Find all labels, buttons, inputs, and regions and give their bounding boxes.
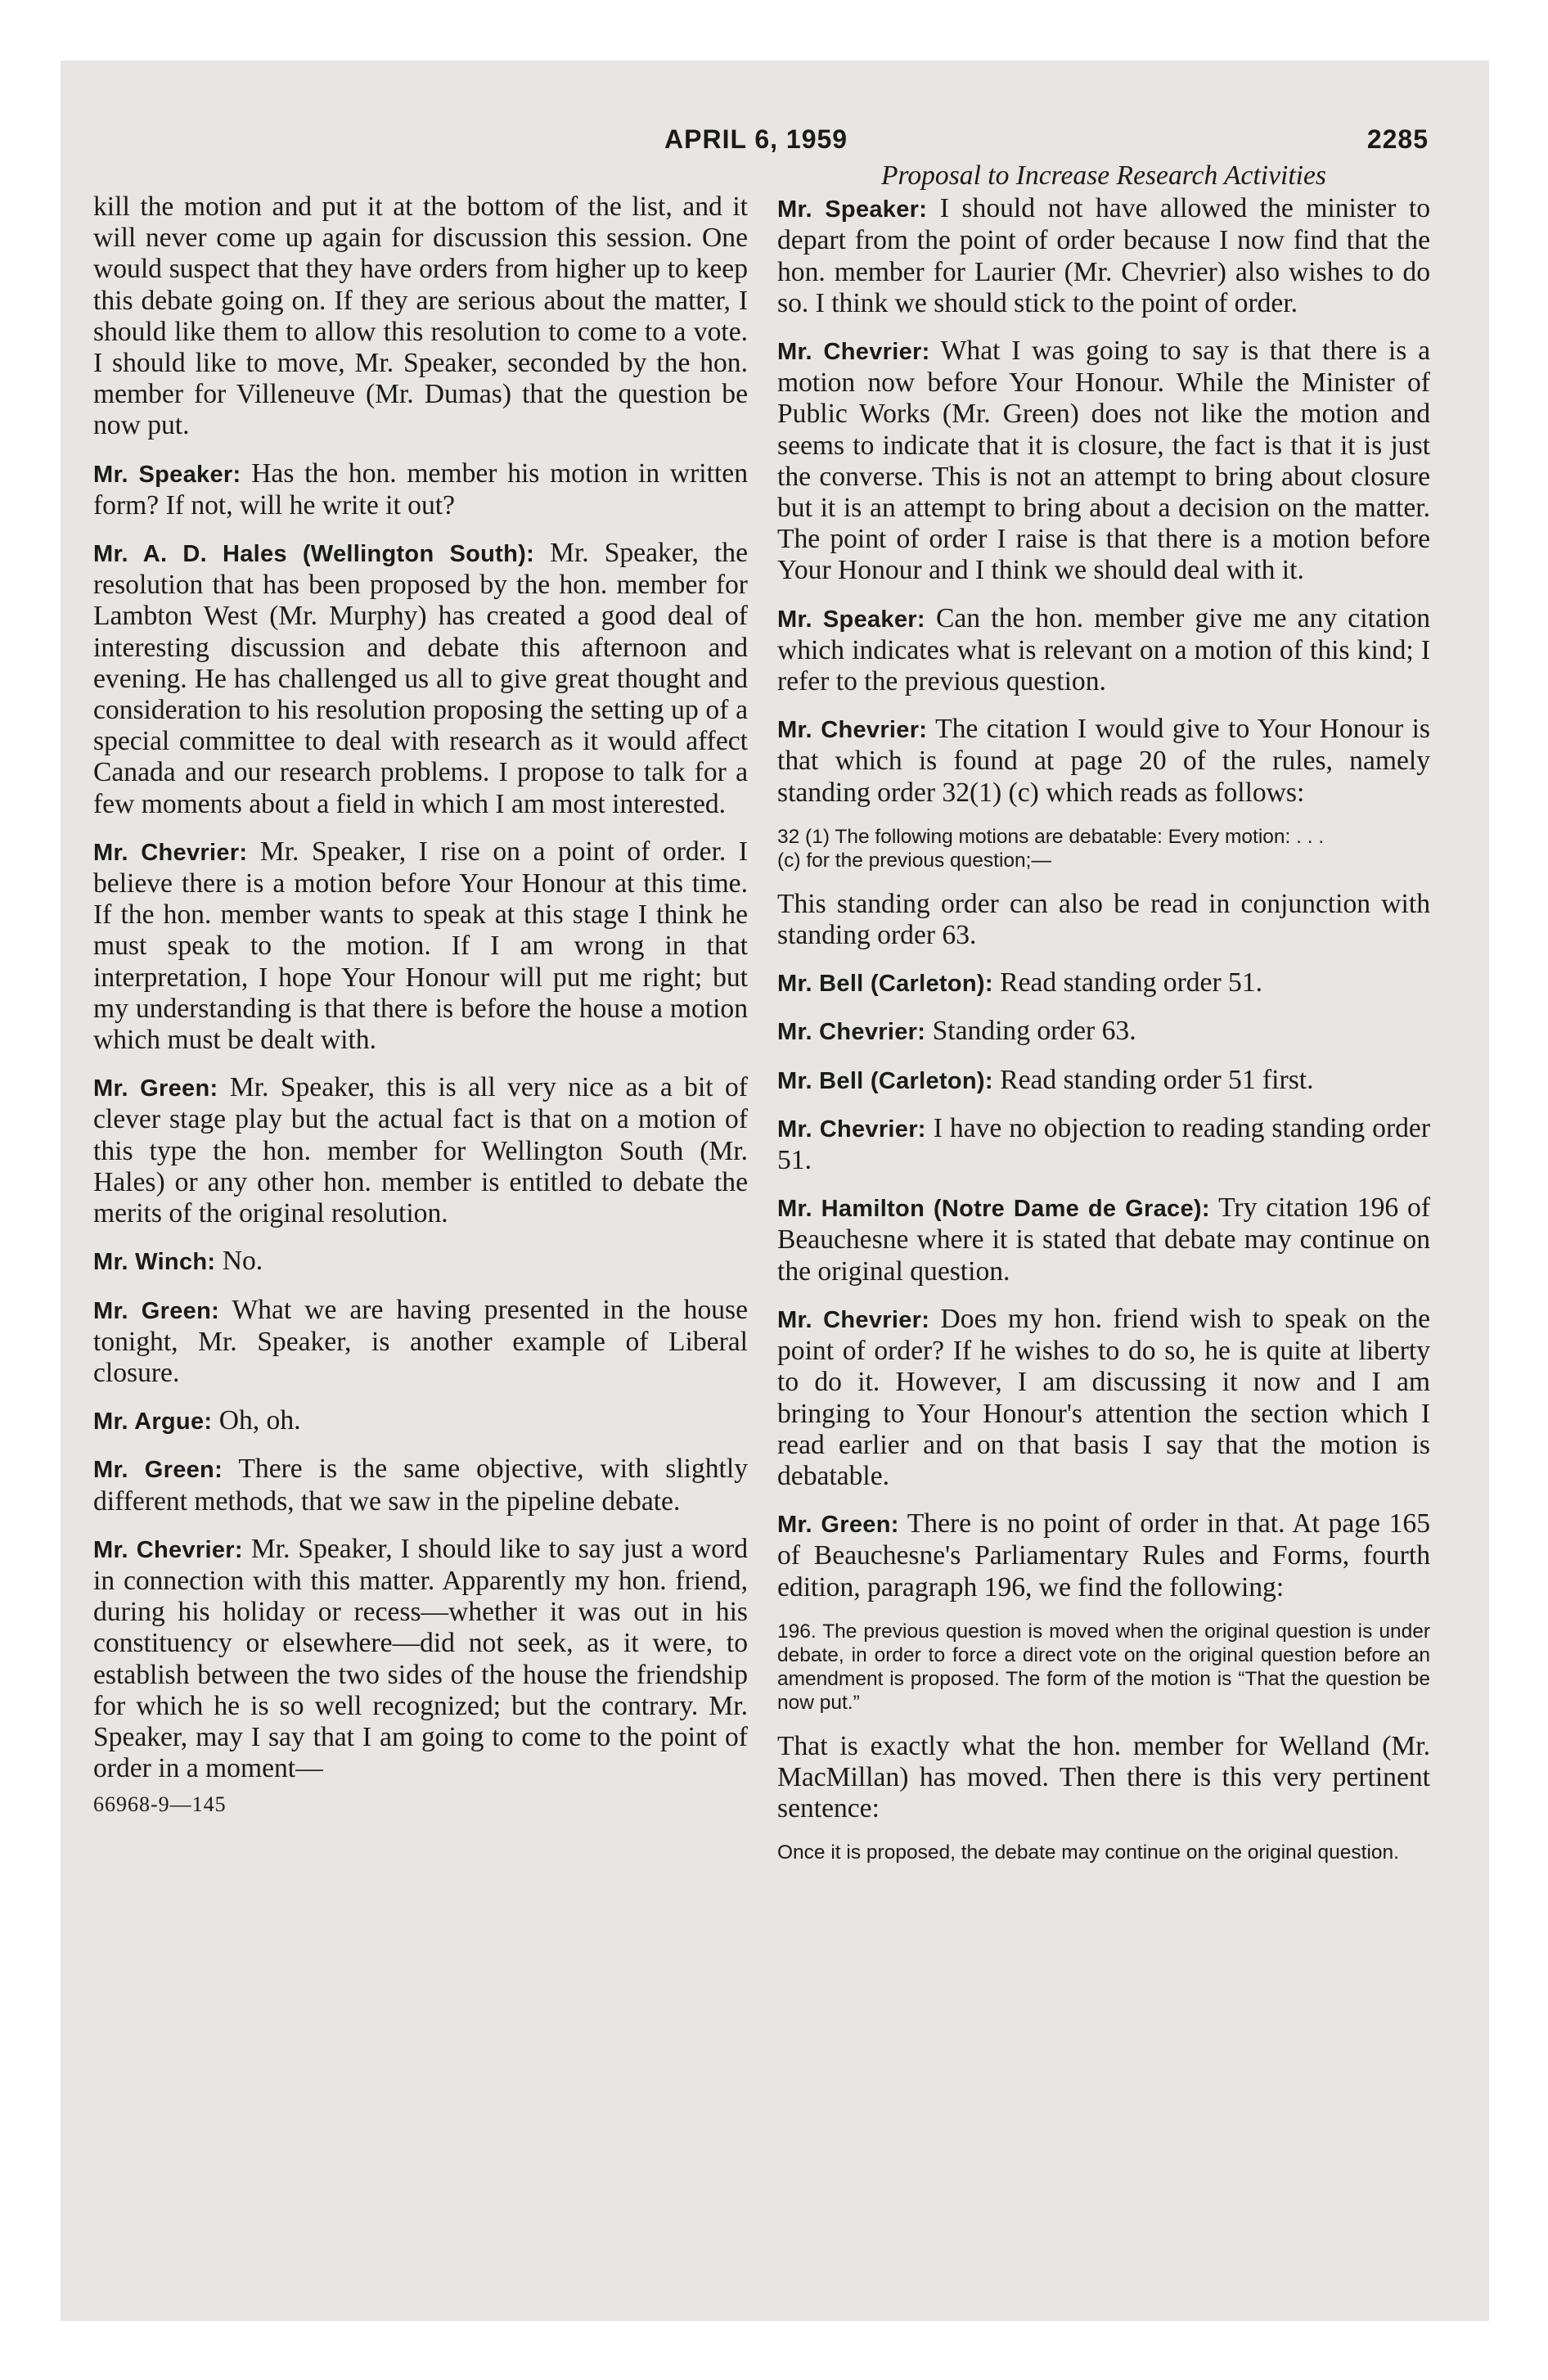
paragraph <box>777 1192 1430 1287</box>
paragraph <box>93 836 748 1056</box>
speaker-name: Mr. Chevrier: <box>93 839 248 866</box>
header-date: APRIL 6, 1959 <box>664 124 848 154</box>
paragraph-text: kill the motion and put it at the bottom of the list, and it will never come up again for discussion this session. One would suspect that they have orders from higher up to keep this debate going on. If they are serious about the matter, I should like them to allow this resolution to come to a vote. I should like to move, Mr. Speaker, seconded by the hon. member for Villeneuve (Mr. Dumas) that the question be now put. <box>93 192 748 441</box>
speaker-name: Mr. Speaker: <box>777 196 928 223</box>
paragraph <box>777 1016 1430 1048</box>
speaker-name: Mr. Argue: <box>93 1409 213 1436</box>
paragraph-text: Mr. Speaker, the resolution that has been proposed by the hon. member for Lambton West (Mr. Murphy) has created a good deal of interesting discussion and debate this afternoon and evening. He has challenged us all to give great thought and consideration to his resolution proposing the setting up of a special committee to deal with research as it would affect Canada and our research problems. I propose to talk for a few moments about a field in which I am most interested. <box>93 538 748 819</box>
paragraph-text: I have no objection to reading standing order 51. <box>777 1112 1430 1176</box>
speaker-name: Mr. Green: <box>93 1297 220 1324</box>
speaker-name: Mr. Bell (Carleton): <box>777 1067 993 1094</box>
block-quote <box>777 1841 1430 1864</box>
paragraph <box>93 192 748 442</box>
paragraph <box>777 889 1430 951</box>
speaker-name: Mr. Chevrier: <box>777 1019 926 1046</box>
speaker-name: Mr. Chevrier: <box>777 339 930 366</box>
paragraph-text: Try citation 196 of Beauchesne where it is stated that debate may continue on the original question. <box>777 1192 1431 1287</box>
quote-text: 196. The previous question is moved when the original question is under debate, in order to force a direct vote on the original question before an amendment is proposed. The form of the motion is “That the question be now put.” <box>777 1620 1430 1714</box>
speaker-name: Mr. Chevrier: <box>93 1536 243 1563</box>
paragraph-text: That is exactly what the hon. member for Welland (Mr. MacMillan) has moved. Then there is this very pertinent sentence: <box>777 1730 1430 1824</box>
paragraph-text: No. <box>222 1246 263 1277</box>
block-quote <box>777 1620 1430 1715</box>
paragraph-text: Can the hon. member give me any citation which indicates what is relevant on a motion of this kind; I refer to the previous question. <box>777 602 1430 697</box>
speaker-name: Mr. Hamilton (Notre Dame de Grace): <box>777 1196 1210 1223</box>
paragraph <box>93 1534 748 1785</box>
paragraph-text: Read standing order 51. <box>1000 967 1262 998</box>
speaker-name: Mr. Green: <box>93 1075 218 1102</box>
paragraph-text: Oh, oh. <box>218 1405 301 1436</box>
page-number: 2285 <box>1366 124 1429 154</box>
paragraph <box>777 1508 1430 1603</box>
quote-line: (c) for the previous question;— <box>777 849 1051 872</box>
paragraph <box>777 967 1430 999</box>
paragraph <box>93 1246 748 1278</box>
paragraph <box>93 458 748 521</box>
paragraph-text: Read standing order 51 first. <box>1000 1064 1314 1095</box>
paragraph-text: There is the same objective, with slightly different methods, that we saw in the pipeline debate. <box>93 1454 748 1517</box>
left-column <box>93 192 748 1821</box>
page <box>61 61 1489 2321</box>
paragraph <box>777 1065 1430 1097</box>
quote-line: 32 (1) The following motions are debatable: Every motion: . . . <box>777 825 1325 848</box>
paragraph-text: Standing order 63. <box>932 1016 1136 1047</box>
speaker-name: Mr. Green: <box>93 1457 223 1484</box>
paragraph-text: There is no point of order in that. At page 165 of Beauchesne's Parliamentary Rules and Forms, fourth edition, paragraph 196, we find the following: <box>777 1508 1430 1602</box>
paragraph-text: What we are having presented in the house tonight, Mr. Speaker, is another example of Liberal closure. <box>93 1294 748 1388</box>
block-quote <box>777 825 1430 872</box>
speaker-name: Mr. Speaker: <box>93 461 241 488</box>
paragraph-text: Mr. Speaker, this is all very nice as a bit of clever stage play but the actual fact is that on a motion of this type the hon. member for Wellington South (Mr. Hales) or any other hon. member is entitled to debate the merits of the original resolution. <box>93 1072 748 1229</box>
paragraph-text: The citation I would give to Your Honour is that which is found at page 20 of the rules, namely standing order 32(1) (c) which reads as follows: <box>777 714 1430 808</box>
quote-text: Once it is proposed, the debate may continue on the original question. <box>777 1841 1399 1864</box>
page-header <box>61 124 1489 157</box>
speaker-name: Mr. Bell (Carleton): <box>777 971 993 998</box>
paragraph-text: Does my hon. friend wish to speak on the point of order? If he wishes to do so, he is quite at liberty to do it. However, I am discussing it now and I am bringing to Your Honour's attention the section which I read earlier and on that basis I say that the motion is debatable. <box>777 1303 1430 1491</box>
paragraph <box>777 603 1430 698</box>
paragraph-text: Mr. Speaker, I should like to say just a word in connection with this matter. Apparently my hon. friend, during his holiday or recess—whether it was out in his constituency or elsewhere—did not seek, as it were, to establish between the two sides of the house the friendship for which he is so well recognized; but the contrary. Mr. Speaker, may I say that I am going to come to the point of order in a moment— <box>93 1533 748 1784</box>
paragraph <box>93 1295 748 1390</box>
paragraph <box>777 714 1430 809</box>
paragraph <box>777 193 1430 319</box>
paragraph <box>93 1405 748 1437</box>
speaker-name: Mr. Winch: <box>93 1249 216 1276</box>
paragraph-text: I should not have allowed the minister to depart from the point of order because I now find that the hon. member for Laurier (Mr. Chevrier) also wishes to do so. I think we should stick to the point of order. <box>777 193 1430 318</box>
paragraph <box>93 1454 748 1517</box>
speaker-name: Mr. Chevrier: <box>777 717 928 744</box>
footer-code: 66968-9—145 <box>93 1792 227 1817</box>
speaker-name: Mr. Chevrier: <box>777 1306 930 1333</box>
paragraph <box>777 1113 1430 1176</box>
paragraph <box>777 336 1430 587</box>
paragraph-text: Has the hon. member his motion in written form? If not, will he write it out? <box>93 458 748 521</box>
paragraph <box>93 1072 748 1229</box>
speaker-name: Mr. Green: <box>777 1512 899 1539</box>
paragraph <box>777 1304 1430 1492</box>
paragraph-text: This standing order can also be read in conjunction with standing order 63. <box>777 888 1430 951</box>
speaker-name: Mr. Chevrier: <box>777 1116 926 1143</box>
paragraph <box>93 538 748 820</box>
speaker-name: Mr. A. D. Hales (Wellington South): <box>93 541 535 568</box>
running-subtitle: Proposal to Increase Research Activities <box>881 160 1326 191</box>
paragraph <box>777 1731 1430 1825</box>
paragraph-text: What I was going to say is that there is a motion now before Your Honour. While the Minister of Public Works (Mr. Green) does not like the motion and seems to indicate that it is closure, the fact is that it is just the converse. This is not an attempt to bring about closure but it is an attempt to bring about a decision on the matter. The point of order I raise is that there is a motion before Your Honour and I think we should deal with it. <box>777 336 1430 586</box>
right-column <box>777 160 1430 1881</box>
paragraph-text: Mr. Speaker, I rise on a point of order. I believe there is a motion before Your Honour at this time. If the hon. member wants to speak at this stage I think he must speak to the motion. If I am wrong in that interpretation, I hope Your Honour will put me right; but my understanding is that there is before the house a motion which must be dealt with. <box>93 836 748 1056</box>
speaker-name: Mr. Speaker: <box>777 606 925 633</box>
